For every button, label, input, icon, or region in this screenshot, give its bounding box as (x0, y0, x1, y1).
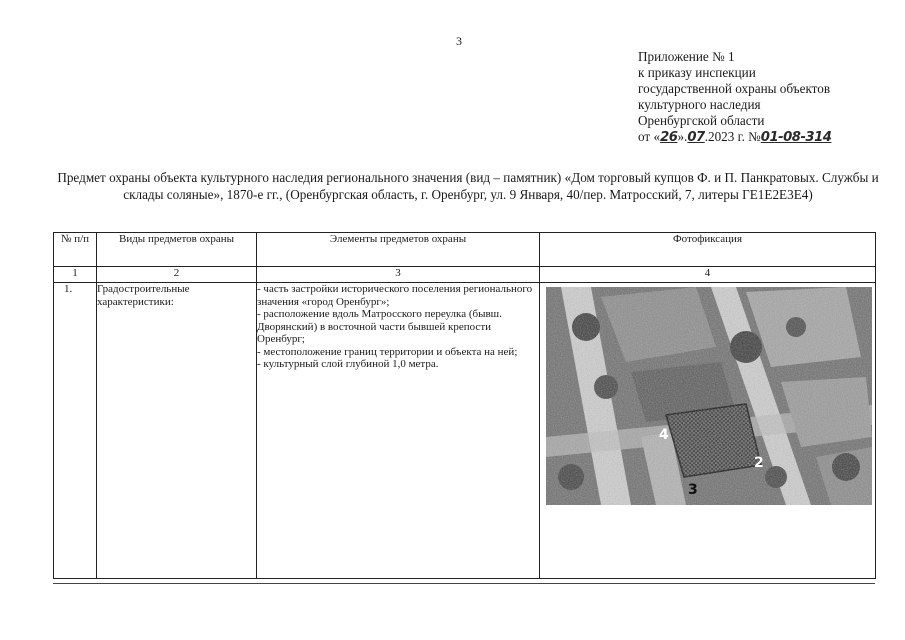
table-header-row (54, 233, 876, 267)
header-number: № п/п (54, 233, 97, 267)
appendix-line: государственной охраны объектов (638, 81, 831, 96)
handwritten-order-number: 01-08-314 (760, 130, 832, 145)
aerial-photo (546, 287, 872, 505)
handwritten-month: 07 (687, 130, 705, 145)
column-number: 1 (54, 267, 97, 283)
protection-table (53, 232, 876, 579)
column-numbers-row (54, 267, 876, 283)
date-prefix: от « (638, 129, 661, 144)
date-year: .2023 г. № (704, 129, 761, 144)
element-item: - культурный слой глубиной 1,0 метра. (257, 358, 439, 370)
element-item: - часть застройки исторического поселения регионального значения «город Оренбург»; (257, 283, 533, 308)
appendix-line: Оренбургской области (638, 113, 765, 128)
photo-cell (540, 283, 876, 579)
photo-point-label: 3 (688, 482, 698, 498)
table-row (54, 283, 876, 579)
column-number: 2 (97, 267, 257, 283)
photo-point-label: 2 (754, 455, 764, 471)
appendix-block (638, 49, 888, 146)
header-elements: Элементы предметов охраны (257, 233, 540, 267)
element-item: - местоположение границ территории и объекта на ней; (257, 345, 518, 358)
row-elements (257, 283, 540, 579)
date-mid: ». (677, 129, 688, 144)
column-number: 4 (540, 267, 876, 283)
header-kind: Виды предметов охраны (97, 233, 257, 267)
element-item: - расположение вдоль Матросского переулка (бывш. Дворянский) в восточной части бывшей крепости Оренбург; (257, 308, 502, 345)
appendix-line: к приказу инспекции (638, 65, 756, 80)
handwritten-day: 26 (660, 130, 678, 145)
row-number: 1. (54, 283, 97, 579)
appendix-line: культурного наследия (638, 97, 761, 112)
header-photo: Фотофиксация (540, 233, 876, 267)
row-kind: Градостроительные характеристики: (97, 283, 257, 579)
column-number: 3 (257, 267, 540, 283)
appendix-line: Приложение № 1 (638, 49, 735, 64)
page-number: 3 (456, 34, 462, 48)
bottom-rule (53, 583, 875, 584)
document-title: Предмет охраны объекта культурного наследия регионального значения (вид – памятник) «Дом торговый купцов Ф. и П. Панкратовых. Службы и склады соляные», 1870-е гг., (Оренбургская область, г. Оренбург, ул. 9 Января, 40/пер. Матросский, 7, литеры ГЕ1Е2Е3Е4) (57, 170, 879, 202)
photo-point-label: 4 (659, 427, 669, 443)
appendix-date-line (638, 129, 888, 146)
